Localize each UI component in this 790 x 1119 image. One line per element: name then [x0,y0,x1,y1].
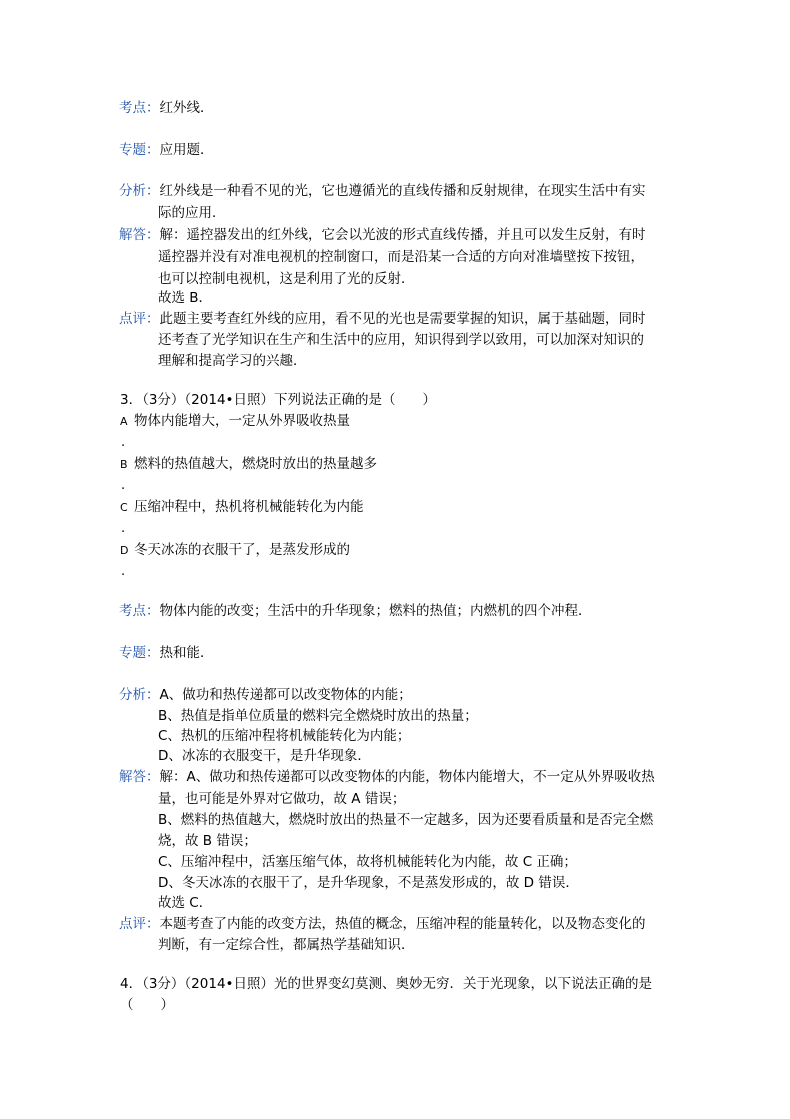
q2-fenxi-line: 红外线是一种看不见的光，它也遵循光的直线传播和反射规律，在现实生活中有实 [159,183,646,199]
option-key: D [120,544,129,557]
q2-jieda-line: 遥控器并没有对准电视机的控制窗口，而是沿某一合适的方向对准墙壁按下按钮， [158,249,644,265]
q3-fenxi-line: B、热值是指单位质量的燃料完全燃烧时放出的热量； [158,708,478,724]
q3-option-b [120,453,377,476]
q2-dianping-line: 还考查了光学知识在生产和生活中的应用，知识得到学以致用，可以加深对知识的 [158,332,644,348]
q2-kaodian [119,97,214,119]
q2-dianping-line: 此题主要考查红外线的应用，看不见的光也是需要掌握的知识，属于基础题，同时 [159,311,646,327]
q2-fenxi [119,180,646,202]
q3-zhuanti-text: 热和能． [159,645,214,661]
q2-jieda-line: 也可以控制电视机，这是利用了光的反射． [158,271,415,287]
q3-option-a [120,410,350,433]
q3-stem: 3．（3分）（2014•日照）下列说法正确的是（ ） [120,392,436,408]
option-text: 压缩冲程中，热机将机械能转化为内能 [134,499,364,515]
q3-jieda-line: D、冬天冰冻的衣服干了，是升华现象，不是蒸发形成的，故 D 错误． [158,875,579,891]
jieda-label: 解答： [119,227,160,243]
option-key: C [120,501,128,514]
q3-jieda-line: 解：A、做功和热传递都可以改变物体的内能，物体内能增大，不一定从外界吸收热 [159,769,655,785]
option-dot: . [121,478,126,493]
q2-fenxi-line: 际的应用． [158,205,226,221]
jieda-label: 解答： [119,769,160,785]
q3-jieda [119,766,655,788]
q2-zhuanti [119,139,214,161]
q3-fenxi-line: A、做功和热传递都可以改变物体的内能； [159,687,412,703]
q2-dianping [119,308,646,330]
zhuanti-label: 专题： [119,142,160,158]
option-text: 物体内能增大，一定从外界吸收热量 [134,413,350,429]
q2-jieda-line: 故选 B． [158,290,213,306]
q3-kaodian [119,600,592,622]
q3-dianping [119,913,646,935]
option-dot: . [121,435,126,450]
q3-option-c [120,496,364,519]
fenxi-label: 分析： [119,687,160,703]
q3-fenxi-line: C、热机的压缩冲程将机械能转化为内能； [158,728,411,744]
kaodian-label: 考点： [119,100,160,116]
kaodian-label: 考点： [119,603,160,619]
option-text: 冬天冰冻的衣服干了，是蒸发形成的 [134,542,350,558]
q4-stem: 4．（3分）（2014•日照）光的世界变幻莫测、奥妙无穷．关于光现象，以下说法正确的是 [120,976,652,992]
option-dot: . [121,521,126,536]
q3-option-d [120,539,350,562]
option-dot: . [121,564,126,579]
option-key: B [120,458,128,471]
q2-dianping-line: 理解和提高学习的兴趣． [158,353,307,369]
q3-jieda-line: 烧，故 B 错误； [158,833,257,849]
zhuanti-label: 专题： [119,645,160,661]
option-text: 燃料的热值越大，燃烧时放出的热量越多 [134,456,377,472]
fenxi-label: 分析： [119,183,160,199]
option-key: A [120,415,128,428]
q2-kaodian-text: 红外线． [159,100,214,116]
q3-jieda-line: C、压缩冲程中，活塞压缩气体，故将机械能转化为内能，故 C 正确； [158,854,577,870]
dianping-label: 点评： [119,311,160,327]
q2-jieda [119,224,646,246]
dianping-label: 点评： [119,916,160,932]
q4-stem-cont: （ ） [120,997,174,1013]
q2-zhuanti-text: 应用题． [159,142,214,158]
q3-fenxi-line: D、冰冻的衣服变干，是升华现象． [158,748,371,764]
q3-dianping-line: 判断，有一定综合性，都属热学基础知识． [158,937,415,953]
q3-jieda-line: 故选 C． [158,895,213,911]
q3-jieda-line: 量，也可能是外界对它做功，故 A 错误； [158,791,406,807]
q3-dianping-line: 本题考查了内能的改变方法，热值的概念，压缩冲程的能量转化，以及物态变化的 [159,916,646,932]
q3-jieda-line: B、燃料的热值越大，燃烧时放出的热量不一定越多，因为还要看质量和是否完全燃 [158,812,654,828]
q3-kaodian-text: 物体内能的改变；生活中的升华现象；燃料的热值；内燃机的四个冲程． [159,603,592,619]
q3-zhuanti [119,642,214,664]
q2-jieda-line: 解：遥控器发出的红外线，它会以光波的形式直线传播，并且可以发生反射，有时 [159,227,646,243]
q3-fenxi [119,684,412,706]
